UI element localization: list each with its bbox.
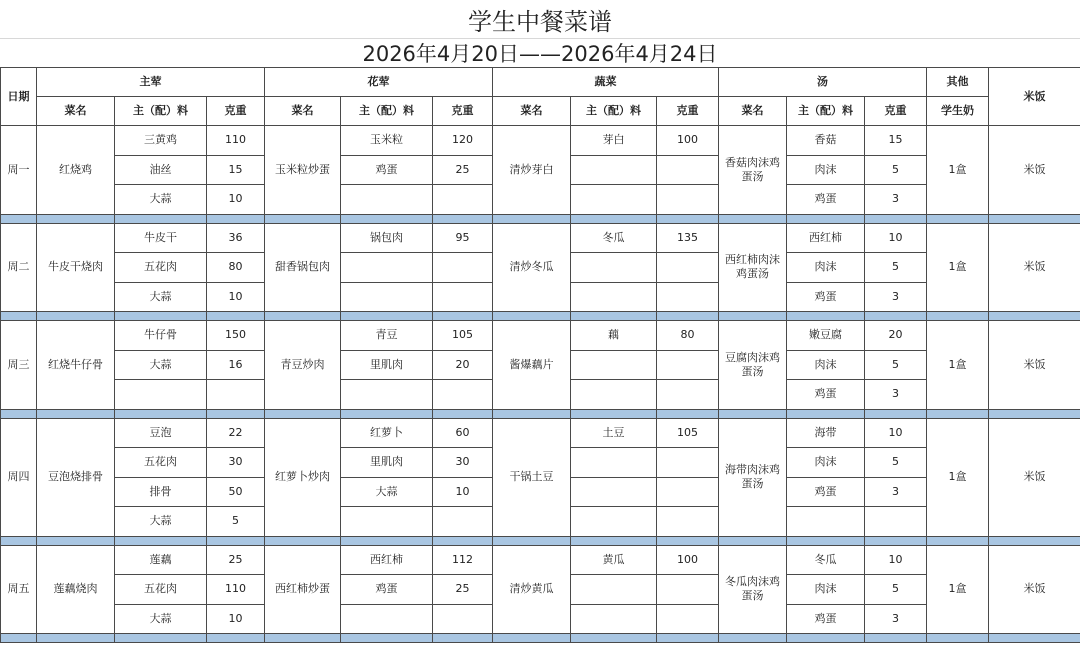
separator-cell	[493, 312, 571, 321]
side-ingredient: 鸡蛋	[341, 575, 433, 605]
header-side: 花荤	[265, 68, 493, 97]
side-weight: 30	[433, 448, 493, 478]
separator-cell	[37, 536, 115, 545]
veg-ingredient	[571, 282, 657, 312]
soup-ingredient: 鸡蛋	[787, 282, 865, 312]
separator-cell	[115, 214, 207, 223]
separator-cell	[37, 409, 115, 418]
subheader-ingredient: 主（配）料	[115, 97, 207, 126]
veg-ingredient	[571, 448, 657, 478]
separator-cell	[433, 312, 493, 321]
veg-ingredient: 土豆	[571, 418, 657, 448]
main-weight: 22	[207, 418, 265, 448]
separator-cell	[341, 214, 433, 223]
rice-label: 米饭	[989, 418, 1080, 536]
separator-cell	[927, 312, 989, 321]
separator-cell	[115, 634, 207, 643]
soup-ingredient: 冬瓜	[787, 545, 865, 575]
separator-cell	[115, 312, 207, 321]
side-weight: 60	[433, 418, 493, 448]
separator-cell	[1, 409, 37, 418]
subheader-weight: 克重	[207, 97, 265, 126]
soup-weight: 20	[865, 321, 927, 351]
soup-weight: 5	[865, 448, 927, 478]
soup-weight: 5	[865, 575, 927, 605]
separator-cell	[207, 536, 265, 545]
side-weight: 10	[433, 477, 493, 507]
separator-cell	[571, 312, 657, 321]
separator-cell	[493, 634, 571, 643]
soup-ingredient: 嫩豆腐	[787, 321, 865, 351]
soup-dish-name	[719, 223, 787, 312]
side-weight	[433, 507, 493, 537]
veg-dish-name: 酱爆藕片	[493, 321, 571, 410]
header-row-2	[1, 97, 1080, 126]
separator-cell	[787, 409, 865, 418]
soup-dish-name-text: 香菇肉沫鸡蛋汤	[725, 155, 780, 183]
separator-cell	[719, 634, 787, 643]
veg-ingredient	[571, 604, 657, 634]
separator-cell	[341, 536, 433, 545]
main-ingredient: 莲藕	[115, 545, 207, 575]
side-weight: 112	[433, 545, 493, 575]
separator-cell	[787, 312, 865, 321]
table-row	[1, 545, 1080, 575]
veg-dish-name: 清炒冬瓜	[493, 223, 571, 312]
separator-cell	[657, 312, 719, 321]
separator-cell	[115, 536, 207, 545]
main-ingredient: 大蒜	[115, 604, 207, 634]
rice-label: 米饭	[989, 126, 1080, 215]
separator-cell	[657, 409, 719, 418]
main-weight: 15	[207, 155, 265, 185]
soup-ingredient: 海带	[787, 418, 865, 448]
soup-weight: 3	[865, 185, 927, 215]
veg-ingredient	[571, 507, 657, 537]
main-weight: 30	[207, 448, 265, 478]
header-date: 日期	[1, 68, 37, 126]
veg-ingredient	[571, 185, 657, 215]
day-label: 周二	[1, 223, 37, 312]
soup-ingredient: 肉沫	[787, 253, 865, 283]
side-ingredient: 锅包肉	[341, 223, 433, 253]
soup-weight: 3	[865, 477, 927, 507]
main-dish-name: 红烧牛仔骨	[37, 321, 115, 410]
separator-cell	[719, 536, 787, 545]
main-ingredient: 豆泡	[115, 418, 207, 448]
separator-cell	[989, 312, 1080, 321]
veg-weight	[657, 380, 719, 410]
soup-ingredient: 香菇	[787, 126, 865, 156]
separator-cell	[433, 634, 493, 643]
separator-cell	[341, 634, 433, 643]
main-dish-name: 莲藕烧肉	[37, 545, 115, 634]
separator-cell	[1, 634, 37, 643]
main-ingredient: 牛皮干	[115, 223, 207, 253]
side-ingredient: 大蒜	[341, 477, 433, 507]
menu-table	[0, 67, 1080, 643]
main-weight: 25	[207, 545, 265, 575]
main-ingredient: 五花肉	[115, 448, 207, 478]
separator-cell	[37, 312, 115, 321]
side-weight: 25	[433, 575, 493, 605]
separator-cell	[207, 634, 265, 643]
side-dish-name: 甜香锅包肉	[265, 223, 341, 312]
day-label: 周四	[1, 418, 37, 536]
separator-cell	[571, 634, 657, 643]
soup-dish-name-text: 冬瓜肉沫鸡蛋汤	[725, 575, 780, 603]
main-ingredient: 排骨	[115, 477, 207, 507]
separator-cell	[989, 409, 1080, 418]
header-rice: 米饭	[989, 68, 1080, 126]
main-ingredient: 五花肉	[115, 253, 207, 283]
milk-amount: 1盒	[927, 223, 989, 312]
separator-cell	[265, 312, 341, 321]
subheader-dish-name: 菜名	[493, 97, 571, 126]
separator-cell	[265, 409, 341, 418]
menu-title: 学生中餐菜谱	[0, 0, 1080, 39]
veg-weight	[657, 185, 719, 215]
separator-cell	[1, 312, 37, 321]
separator-cell	[37, 634, 115, 643]
side-weight: 120	[433, 126, 493, 156]
separator-cell	[865, 536, 927, 545]
side-ingredient: 鸡蛋	[341, 155, 433, 185]
main-weight: 150	[207, 321, 265, 351]
side-weight	[433, 380, 493, 410]
veg-weight	[657, 350, 719, 380]
rice-label: 米饭	[989, 545, 1080, 634]
day-label: 周三	[1, 321, 37, 410]
separator-cell	[433, 214, 493, 223]
separator-cell	[927, 214, 989, 223]
main-weight: 5	[207, 507, 265, 537]
separator-cell	[787, 214, 865, 223]
separator-cell	[989, 634, 1080, 643]
separator-cell	[719, 409, 787, 418]
separator-cell	[657, 536, 719, 545]
soup-weight: 5	[865, 253, 927, 283]
soup-ingredient: 肉沫	[787, 448, 865, 478]
side-weight: 95	[433, 223, 493, 253]
side-ingredient	[341, 282, 433, 312]
soup-weight: 5	[865, 350, 927, 380]
separator-cell	[493, 214, 571, 223]
side-weight	[433, 282, 493, 312]
side-dish-name: 青豆炒肉	[265, 321, 341, 410]
table-row	[1, 321, 1080, 351]
soup-dish-name-text: 豆腐肉沫鸡蛋汤	[725, 350, 780, 378]
separator-cell	[1, 214, 37, 223]
veg-ingredient	[571, 477, 657, 507]
separator-cell	[787, 536, 865, 545]
soup-weight: 3	[865, 604, 927, 634]
day-separator	[1, 214, 1080, 223]
rice-label: 米饭	[989, 321, 1080, 410]
separator-cell	[927, 536, 989, 545]
separator-cell	[265, 634, 341, 643]
header-soup: 汤	[719, 68, 927, 97]
soup-weight: 5	[865, 155, 927, 185]
subheader-dish-name: 菜名	[719, 97, 787, 126]
soup-weight	[865, 507, 927, 537]
separator-cell	[341, 312, 433, 321]
separator-cell	[719, 214, 787, 223]
main-ingredient: 大蒜	[115, 185, 207, 215]
veg-weight	[657, 604, 719, 634]
subheader-dish-name: 菜名	[37, 97, 115, 126]
subheader-milk: 学生奶	[927, 97, 989, 126]
soup-ingredient: 肉沫	[787, 155, 865, 185]
main-ingredient	[115, 380, 207, 410]
separator-cell	[989, 214, 1080, 223]
soup-ingredient: 肉沫	[787, 575, 865, 605]
veg-ingredient: 芽白	[571, 126, 657, 156]
veg-weight: 100	[657, 126, 719, 156]
separator-cell	[865, 634, 927, 643]
main-ingredient: 油丝	[115, 155, 207, 185]
main-weight: 10	[207, 604, 265, 634]
veg-dish-name: 清炒黄瓜	[493, 545, 571, 634]
main-weight: 110	[207, 126, 265, 156]
soup-ingredient: 鸡蛋	[787, 185, 865, 215]
milk-amount: 1盒	[927, 418, 989, 536]
separator-cell	[719, 312, 787, 321]
separator-cell	[657, 634, 719, 643]
side-ingredient	[341, 507, 433, 537]
veg-ingredient	[571, 350, 657, 380]
separator-cell	[207, 312, 265, 321]
veg-ingredient: 藕	[571, 321, 657, 351]
main-dish-name: 牛皮干烧肉	[37, 223, 115, 312]
veg-weight	[657, 507, 719, 537]
separator-cell	[341, 409, 433, 418]
subheader-ingredient: 主（配）料	[571, 97, 657, 126]
side-ingredient	[341, 604, 433, 634]
main-weight: 80	[207, 253, 265, 283]
soup-weight: 10	[865, 545, 927, 575]
separator-cell	[865, 214, 927, 223]
soup-ingredient: 西红柿	[787, 223, 865, 253]
side-ingredient	[341, 253, 433, 283]
subheader-weight: 克重	[865, 97, 927, 126]
side-weight: 105	[433, 321, 493, 351]
table-row	[1, 126, 1080, 156]
main-ingredient: 大蒜	[115, 350, 207, 380]
separator-cell	[927, 634, 989, 643]
side-ingredient	[341, 380, 433, 410]
separator-cell	[493, 536, 571, 545]
main-ingredient: 三黄鸡	[115, 126, 207, 156]
side-ingredient: 西红柿	[341, 545, 433, 575]
soup-dish-name	[719, 321, 787, 410]
table-row	[1, 418, 1080, 448]
separator-cell	[571, 214, 657, 223]
separator-cell	[207, 214, 265, 223]
subheader-ingredient: 主（配）料	[787, 97, 865, 126]
soup-dish-name-text: 西红柿肉沫鸡蛋汤	[725, 253, 780, 281]
veg-ingredient: 冬瓜	[571, 223, 657, 253]
main-dish-name: 豆泡烧排骨	[37, 418, 115, 536]
main-weight: 50	[207, 477, 265, 507]
veg-weight: 100	[657, 545, 719, 575]
main-ingredient: 五花肉	[115, 575, 207, 605]
veg-weight	[657, 448, 719, 478]
header-veg: 蔬菜	[493, 68, 719, 97]
separator-cell	[115, 409, 207, 418]
side-ingredient: 里肌肉	[341, 448, 433, 478]
separator-cell	[265, 214, 341, 223]
day-label: 周五	[1, 545, 37, 634]
separator-cell	[493, 409, 571, 418]
main-ingredient: 牛仔骨	[115, 321, 207, 351]
veg-dish-name: 清炒芽白	[493, 126, 571, 215]
separator-cell	[37, 214, 115, 223]
subheader-ingredient: 主（配）料	[341, 97, 433, 126]
day-separator	[1, 312, 1080, 321]
soup-ingredient: 鸡蛋	[787, 604, 865, 634]
main-weight: 36	[207, 223, 265, 253]
soup-ingredient: 鸡蛋	[787, 380, 865, 410]
soup-dish-name	[719, 126, 787, 215]
subheader-weight: 克重	[657, 97, 719, 126]
soup-weight: 10	[865, 223, 927, 253]
separator-cell	[989, 536, 1080, 545]
separator-cell	[865, 409, 927, 418]
side-ingredient: 红萝卜	[341, 418, 433, 448]
main-ingredient: 大蒜	[115, 507, 207, 537]
veg-weight	[657, 155, 719, 185]
side-ingredient: 里肌肉	[341, 350, 433, 380]
side-weight	[433, 253, 493, 283]
main-weight: 16	[207, 350, 265, 380]
soup-ingredient: 鸡蛋	[787, 477, 865, 507]
soup-dish-name-text: 海带肉沫鸡蛋汤	[725, 463, 780, 490]
separator-cell	[1, 536, 37, 545]
separator-cell	[865, 312, 927, 321]
side-weight: 25	[433, 155, 493, 185]
day-separator	[1, 634, 1080, 643]
soup-weight: 3	[865, 380, 927, 410]
main-dish-name: 红烧鸡	[37, 126, 115, 215]
day-label: 周一	[1, 126, 37, 215]
side-ingredient	[341, 185, 433, 215]
main-ingredient: 大蒜	[115, 282, 207, 312]
veg-ingredient: 黄瓜	[571, 545, 657, 575]
header-row-1	[1, 68, 1080, 97]
milk-amount: 1盒	[927, 545, 989, 634]
soup-ingredient: 肉沫	[787, 350, 865, 380]
side-dish-name: 西红柿炒蛋	[265, 545, 341, 634]
milk-amount: 1盒	[927, 126, 989, 215]
side-weight: 20	[433, 350, 493, 380]
separator-cell	[433, 536, 493, 545]
soup-dish-name	[719, 545, 787, 634]
subheader-dish-name: 菜名	[265, 97, 341, 126]
side-dish-name: 红萝卜炒肉	[265, 418, 341, 536]
veg-weight: 135	[657, 223, 719, 253]
table-row	[1, 223, 1080, 253]
veg-ingredient	[571, 380, 657, 410]
separator-cell	[207, 409, 265, 418]
side-ingredient: 玉米粒	[341, 126, 433, 156]
separator-cell	[657, 214, 719, 223]
veg-ingredient	[571, 253, 657, 283]
veg-ingredient	[571, 155, 657, 185]
separator-cell	[433, 409, 493, 418]
main-weight: 10	[207, 185, 265, 215]
day-separator	[1, 409, 1080, 418]
date-range: 2026年4月20日——2026年4月24日	[362, 41, 718, 66]
veg-weight: 80	[657, 321, 719, 351]
side-ingredient: 青豆	[341, 321, 433, 351]
main-weight	[207, 380, 265, 410]
soup-weight: 10	[865, 418, 927, 448]
main-weight: 110	[207, 575, 265, 605]
milk-amount: 1盒	[927, 321, 989, 410]
rice-label: 米饭	[989, 223, 1080, 312]
side-dish-name: 玉米粒炒蛋	[265, 126, 341, 215]
veg-weight	[657, 282, 719, 312]
header-main: 主荤	[37, 68, 265, 97]
side-weight	[433, 604, 493, 634]
soup-ingredient	[787, 507, 865, 537]
separator-cell	[927, 409, 989, 418]
separator-cell	[265, 536, 341, 545]
subheader-weight: 克重	[433, 97, 493, 126]
soup-dish-name	[719, 418, 787, 536]
soup-weight: 15	[865, 126, 927, 156]
separator-cell	[571, 536, 657, 545]
veg-weight: 105	[657, 418, 719, 448]
side-weight	[433, 185, 493, 215]
veg-dish-name: 干锅土豆	[493, 418, 571, 536]
veg-weight	[657, 477, 719, 507]
veg-weight	[657, 575, 719, 605]
separator-cell	[571, 409, 657, 418]
main-weight: 10	[207, 282, 265, 312]
separator-cell	[787, 634, 865, 643]
soup-weight: 3	[865, 282, 927, 312]
veg-ingredient	[571, 575, 657, 605]
header-other: 其他	[927, 68, 989, 97]
day-separator	[1, 536, 1080, 545]
veg-weight	[657, 253, 719, 283]
